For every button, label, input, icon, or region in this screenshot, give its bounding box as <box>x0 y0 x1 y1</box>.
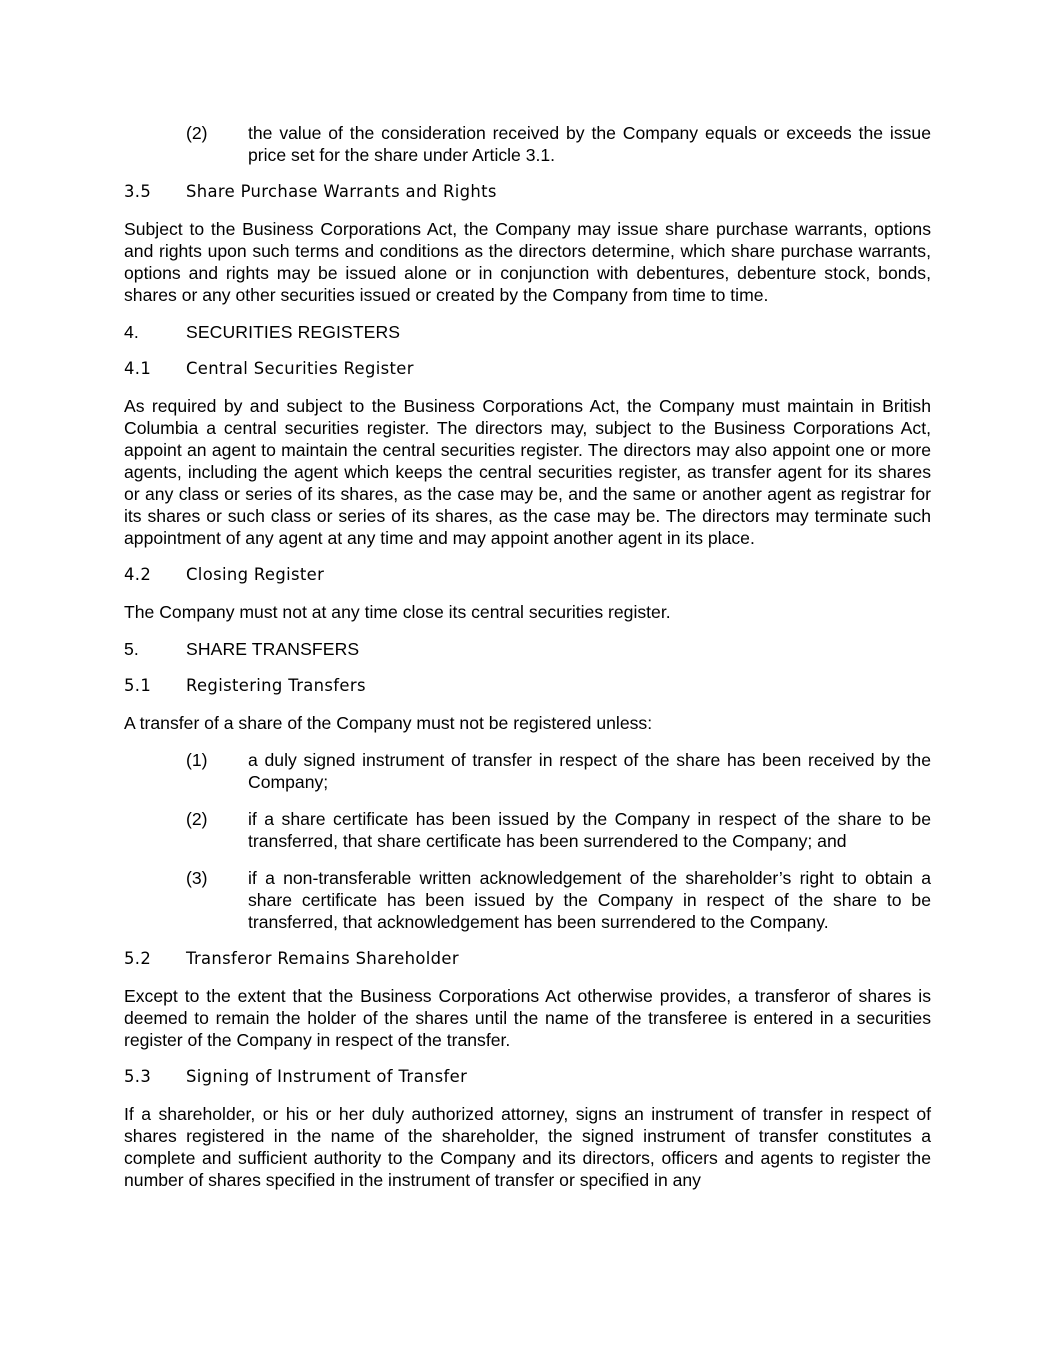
section-heading-5-2 <box>124 948 931 970</box>
list-item-text: the value of the consideration received by the Company equals or exceeds the issue price set for the share under Article 3.1. <box>248 123 931 165</box>
section-number: 5.3 <box>124 1067 152 1086</box>
section-title: Signing of Instrument of Transfer <box>186 1067 468 1086</box>
section-heading-3-5 <box>124 181 931 203</box>
section-title: Transferor Remains Shareholder <box>186 949 459 968</box>
section-heading-4-2 <box>124 564 931 586</box>
section-number: 4.1 <box>124 359 152 378</box>
section-title: SECURITIES REGISTERS <box>186 322 401 342</box>
section-heading-5-1 <box>124 675 931 697</box>
section-title: Central Securities Register <box>186 359 414 378</box>
list-item-text: if a non-transferable written acknowledgement of the shareholder’s right to obtain a share certificate has been issued by the Company in respect of the share to be transferred, that acknowledgement has been surrendered to the Company. <box>248 868 931 932</box>
section-heading-4-1 <box>124 358 931 380</box>
section-title: Closing Register <box>186 565 325 584</box>
list-item <box>186 867 931 933</box>
section-number: 4. <box>124 322 139 342</box>
section-title: SHARE TRANSFERS <box>186 639 360 659</box>
list-item-text: a duly signed instrument of transfer in respect of the share has been received by the Company; <box>248 750 931 792</box>
section-body-5-3: If a shareholder, or his or her duly authorized attorney, signs an instrument of transfer in respect of shares registered in the name of the shareholder, the signed instrument of transfer constitutes a complete and sufficient authority to the Company and its directors, officers and agents to register the number of shares specified in the instrument of transfer or specified in any <box>124 1104 931 1190</box>
list-item-number: (3) <box>186 868 208 888</box>
list-item-number: (1) <box>186 750 208 770</box>
section-title: Registering Transfers <box>186 676 366 695</box>
section-number: 4.2 <box>124 565 152 584</box>
section-number: 5.2 <box>124 949 152 968</box>
list-item <box>186 122 931 166</box>
list-item-number: (2) <box>186 809 208 829</box>
section-heading-5 <box>124 638 931 660</box>
section-body-3-5: Subject to the Business Corporations Act, the Company may issue share purchase warrants, options and rights upon such terms and conditions as the directors determine, which share purchase warrants, options and rights may be issued alone or in conjunction with debentures, debenture stock, bonds, shares or any other securities issued or created by the Company from time to time. <box>124 219 931 305</box>
section-heading-5-3 <box>124 1066 931 1088</box>
list-item-text: if a share certificate has been issued by the Company in respect of the share to be transferred, that share certificate has been surrendered to the Company; and <box>248 809 931 851</box>
section-number: 5. <box>124 639 139 659</box>
section-title: Share Purchase Warrants and Rights <box>186 182 497 201</box>
section-heading-4 <box>124 321 931 343</box>
list-item-number: (2) <box>186 123 208 143</box>
section-body-4-2: The Company must not at any time close its central securities register. <box>124 602 671 622</box>
section-number: 3.5 <box>124 182 152 201</box>
section-body-5-2: Except to the extent that the Business Corporations Act otherwise provides, a transferor of shares is deemed to remain the holder of the shares until the name of the transferee is entered in a securities register of the Company in respect of the transfer. <box>124 986 931 1050</box>
section-body-5-1: A transfer of a share of the Company must not be registered unless: <box>124 713 653 733</box>
section-body-4-1: As required by and subject to the Business Corporations Act, the Company must maintain in British Columbia a central securities register. The directors may, subject to the Business Corporations Act, appoint an agent to maintain the central securities register. The directors may also appoint one or more agents, including the agent which keeps the central securities register, as transfer agent for its shares or any class or series of its shares, as the case may be, and the same or another agent as registrar for its shares or such class or series of its shares, as the case may be. The directors may terminate such appointment of any agent at any time and may appoint another agent in its place. <box>124 396 931 548</box>
section-number: 5.1 <box>124 676 152 695</box>
document-page <box>124 122 931 1191</box>
list-item <box>186 749 931 793</box>
list-item <box>186 808 931 852</box>
